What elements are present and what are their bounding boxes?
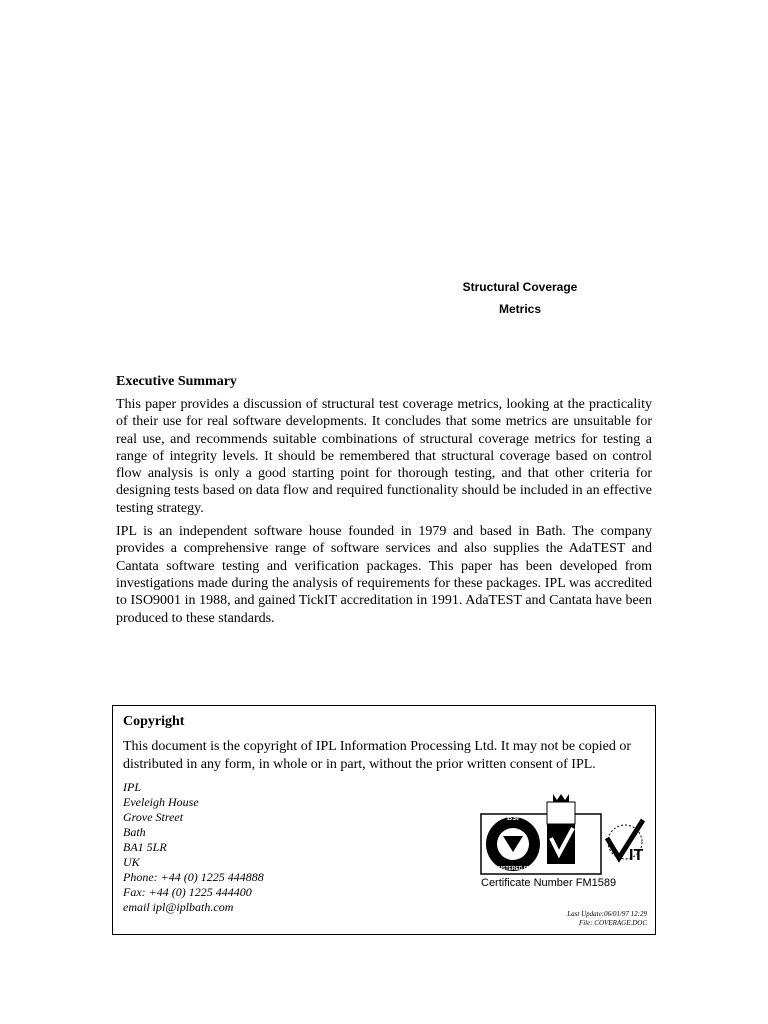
tickit-logo: [607, 820, 643, 864]
document-title: [420, 280, 620, 316]
certificate-number: Certificate Number FM1589: [481, 877, 617, 889]
bsi-logo-text: BSI: [507, 815, 519, 822]
company-address: [123, 780, 264, 915]
address-line: Grove Street: [123, 810, 184, 824]
fax-line: Fax: +44 (0) 1225 444400: [123, 885, 252, 899]
file-name-text: File: COVERAGE.DOC: [578, 919, 647, 927]
title-line-1: Structural Coverage: [462, 280, 578, 294]
title-line-2: Metrics: [498, 302, 542, 316]
certification-logos: [479, 790, 649, 890]
bsi-registered-firm-logo: [481, 794, 601, 874]
summary-paragraph-1: This paper provides a discussion of structural test coverage metrics, looking at the practicality of their use for real software developments. It concludes that some metrics are unsuitable for real use, and recommends suitable combinations of structural coverage metrics for testing a range of integrity levels. It should be remembered that structural coverage based on control flow analysis is only a good starting point for thorough testing, and that other criteria for designing tests based on data flow and required functionality should be included in an effective testing strategy.: [116, 397, 652, 516]
document-footer-info: [567, 910, 647, 928]
address-line: UK: [123, 855, 140, 869]
address-line: BA1 5LR: [123, 840, 167, 854]
phone-line: Phone: +44 (0) 1225 444888: [123, 870, 264, 884]
copyright-heading: Copyright: [123, 714, 185, 729]
copyright-notice: This document is the copyright of IPL Information Processing Ltd. It may not be copied or distributed in any form, in whole or in part, without the prior written consent of IPL.: [123, 739, 632, 772]
registered-firm-text: REGISTERED FIRM: [489, 866, 537, 872]
tickit-text: IT: [629, 847, 644, 864]
executive-summary-section: [116, 374, 652, 633]
copyright-box: [112, 705, 656, 935]
email-line: email ipl@iplbath.com: [123, 900, 234, 914]
address-line: Bath: [123, 825, 146, 839]
address-line: IPL: [123, 780, 141, 794]
executive-summary-heading: Executive Summary: [116, 374, 237, 389]
address-line: Eveleigh House: [123, 795, 199, 809]
summary-paragraph-2: IPL is an independent software house founded in 1979 and based in Bath. The company provides a comprehensive range of software services and also supplies the AdaTEST and Cantata software testing and verification packages. This paper has been developed from investigations made during the analysis of requirements for these packages. IPL was accredited to ISO9001 in 1988, and gained TickIT accreditation in 1991. AdaTEST and Cantata have been produced to these standards.: [116, 524, 652, 626]
last-update-text: Last Update:06/01/97 12:29: [567, 910, 647, 918]
